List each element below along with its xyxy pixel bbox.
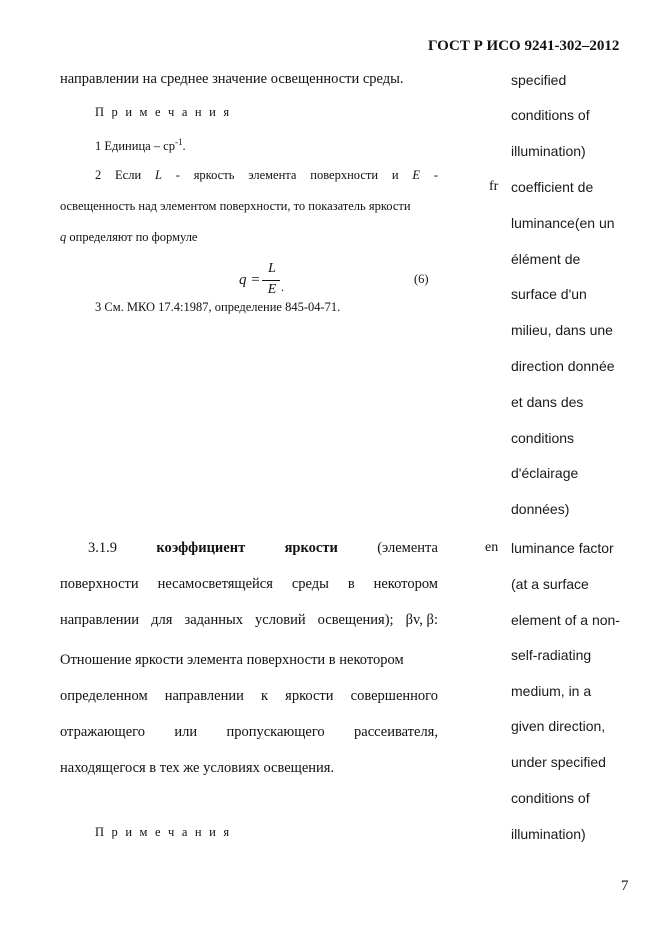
- fr-term-line: direction donnée: [511, 358, 615, 374]
- word: Если: [115, 168, 142, 182]
- word: или: [174, 724, 198, 740]
- notes-title-2: П р и м е ч а н и я: [95, 825, 232, 839]
- text-line-top: направлении на среднее значение освещенности среды.: [60, 71, 404, 87]
- definition-line-5: [60, 688, 438, 705]
- word: в: [347, 576, 355, 592]
- definition-line-7: находящегося в тех же условиях освещения.: [60, 760, 335, 776]
- en-term-line: luminance factor: [511, 540, 614, 556]
- definition-line-3: [60, 612, 438, 629]
- formula-fraction-bar: [262, 280, 280, 281]
- fr-term-line: données): [511, 501, 570, 517]
- word: 2: [95, 168, 102, 182]
- en-term-line: (at a surface: [511, 576, 589, 592]
- right-col-line: illumination): [511, 143, 586, 159]
- notes-title: П р и м е ч а н и я: [95, 105, 232, 119]
- word: несамосветящейся: [157, 576, 273, 592]
- fr-term-line: coefficient de: [511, 179, 594, 195]
- term-bold-2: яркости: [284, 540, 338, 556]
- en-term-line: medium, in a: [511, 683, 592, 699]
- definition-line-2: [60, 576, 438, 593]
- word: совершенного: [350, 688, 438, 704]
- en-term-line: under specified: [511, 754, 606, 770]
- word: -: [433, 168, 438, 182]
- word: условий: [255, 612, 306, 628]
- word: отражающего: [60, 724, 145, 740]
- formula-lhs: [239, 272, 260, 289]
- word: освещения);: [317, 612, 394, 628]
- word: некотором: [373, 576, 438, 592]
- formula-denominator: E: [267, 282, 277, 297]
- fr-term-line: milieu, dans une: [511, 322, 613, 338]
- word: поверхности: [310, 168, 379, 182]
- definition-symbols: βv, β:: [405, 612, 438, 628]
- fr-term-line: élément de: [511, 251, 581, 267]
- word: и: [391, 168, 399, 182]
- term-paren: (элемента: [377, 540, 438, 556]
- word: яркость: [193, 168, 235, 182]
- variable-E: E: [412, 168, 420, 182]
- word: направлении: [164, 688, 244, 704]
- word: элемента: [248, 168, 297, 182]
- en-term-line: conditions of: [511, 790, 590, 806]
- en-term-line: illumination): [511, 826, 586, 842]
- fr-term-line: et dans des: [511, 394, 584, 410]
- page-number: 7: [621, 878, 629, 894]
- fr-term-line: d'éclairage: [511, 465, 579, 481]
- note-2-line-3: [60, 230, 197, 245]
- note-2-line-2: освещенность над элементом поверхности, то показатель яркости: [60, 199, 411, 213]
- definition-line-4: Отношение яркости элемента поверхности в некотором: [60, 652, 404, 668]
- term-number: 3.1.9: [88, 540, 117, 556]
- formula-q: q =: [239, 272, 261, 288]
- word: определенном: [60, 688, 148, 704]
- word: поверхности: [60, 576, 139, 592]
- right-col-line: conditions of: [511, 107, 590, 123]
- word: рассеивателя,: [354, 724, 438, 740]
- term-heading: [88, 540, 438, 557]
- note-3: 3 См. МКО 17.4:1987, определение 845-04-71.: [95, 300, 341, 314]
- word: яркости: [285, 688, 334, 704]
- formula-number: (6): [414, 272, 429, 286]
- formula-numerator: L: [268, 261, 276, 276]
- note-1-tail: .: [182, 139, 186, 154]
- en-term-line: element of a non-: [511, 612, 620, 628]
- variable-L: L: [154, 168, 162, 182]
- fr-term-line: luminance(en un: [511, 215, 615, 231]
- right-col-line: specified: [511, 72, 567, 88]
- lang-label-en: en: [485, 540, 499, 555]
- note-1: [95, 137, 186, 154]
- word: среды: [291, 576, 329, 592]
- note-1-superscript: -1: [174, 137, 183, 147]
- lang-label-fr: fr: [489, 179, 499, 194]
- en-term-line: given direction,: [511, 718, 606, 734]
- note-2-line-3-rest: определяют по формуле: [66, 230, 198, 244]
- word: для: [151, 612, 173, 628]
- en-term-line: self-radiating: [511, 647, 592, 663]
- note-2-line-1: [95, 168, 438, 183]
- word: направлении: [60, 612, 140, 628]
- word: заданных: [184, 612, 243, 628]
- note-1-text: 1 Единица – ср: [95, 139, 175, 154]
- word: -: [175, 168, 180, 182]
- variable-q: q: [60, 230, 67, 244]
- formula-dot: .: [281, 280, 285, 294]
- fr-term-line: surface d'un: [511, 286, 587, 302]
- word: пропускающего: [226, 724, 325, 740]
- term-bold-1: коэффициент: [156, 540, 246, 556]
- word: к: [260, 688, 269, 704]
- fr-term-line: conditions: [511, 430, 575, 446]
- page-header-standard: ГОСТ Р ИСО 9241-302–2012: [428, 38, 620, 54]
- definition-line-6: [60, 724, 438, 741]
